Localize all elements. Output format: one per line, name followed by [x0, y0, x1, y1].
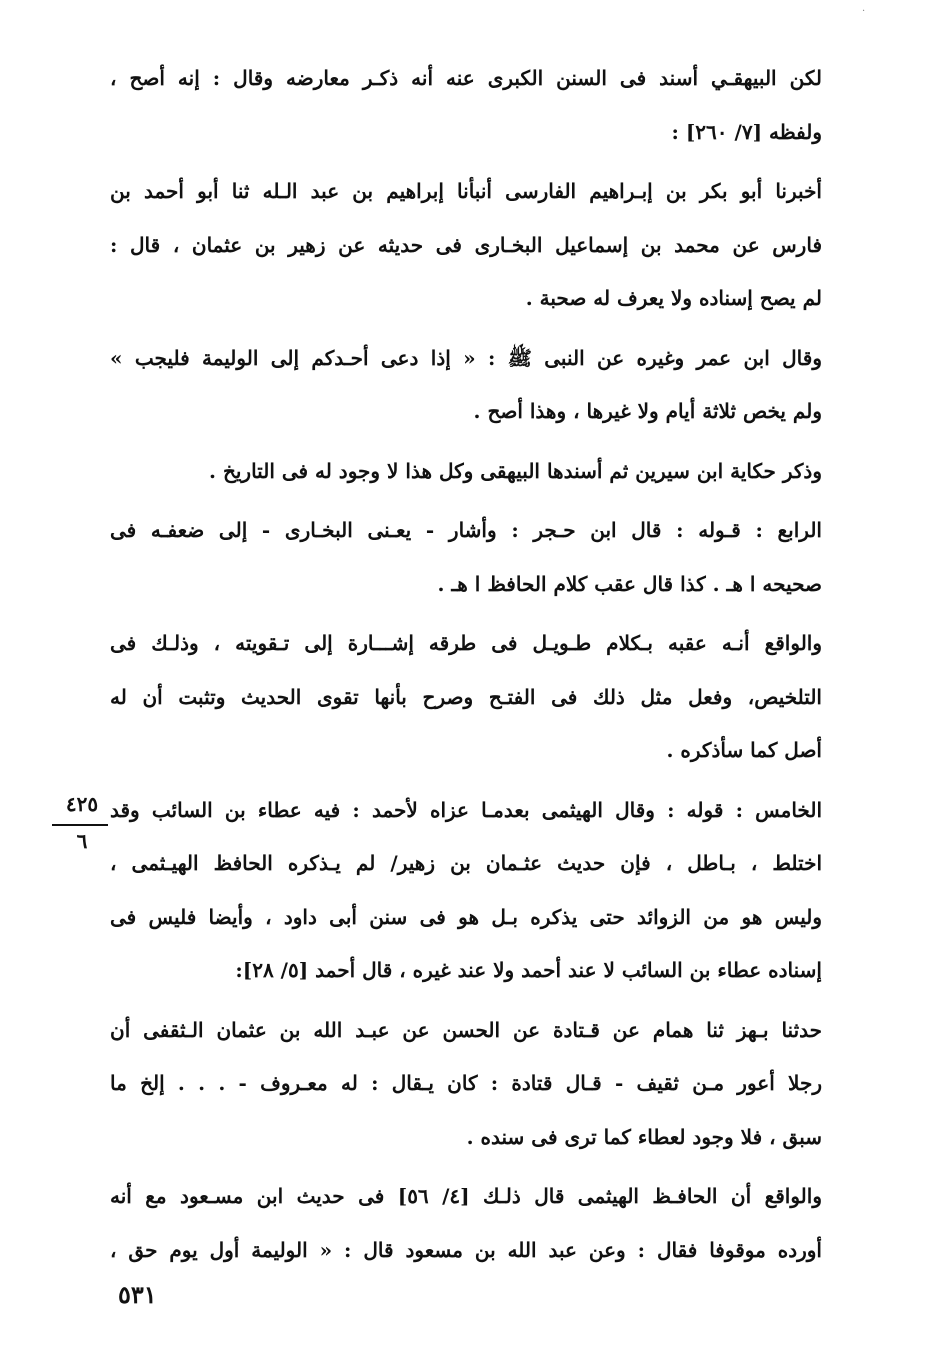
text-line: حدثنا بـهز ثنا همام عن قـتادة عن الحسن عن عبـد الله بن عثمان الـثقفى أن	[110, 1017, 822, 1042]
margin-reference-rule	[52, 824, 108, 826]
page-number: ٥٣١	[118, 1280, 157, 1309]
text-line: ولم يخص ثلاثة أيام ولا غيرها ، وهذا أصح .	[473, 399, 822, 423]
margin-reference-bottom: ٦	[76, 829, 88, 853]
text-line: ولفظه [٧/ ٢٦٠] :	[671, 119, 822, 144]
text-line: أورده موقوفا فقال : وعن عبد الله بن مسعود قال : « الوليمة أول يوم حق ،	[110, 1237, 822, 1262]
text-line: رجلا أعور مـن ثقيف - قـال قتادة : كان يـقال : له معـروف - . . . إلخ ما	[110, 1071, 822, 1095]
text-line: فارس عن محمد بن إسماعيل البخـارى فى حديثه عن زهير بن عثمان ، قال :	[110, 232, 822, 257]
text-column	[110, 52, 822, 1283]
paragraph-4	[110, 445, 822, 499]
paragraph-9	[110, 1170, 822, 1277]
text-line: صحيحه ا هـ . كذا قال عقب كلام الحافظ ا هـ .	[437, 571, 822, 596]
text-line: الرابع : قـوله : قال ابن حـجر : وأشار - يعـنى البخـارى - إلى ضعفـه فى	[110, 518, 822, 542]
text-line: والواقع أن الحافـظ الهيثمى قال ذلـك [٤/ ٥٦] فى حديث ابن مسـعود مع أنه	[110, 1184, 822, 1208]
text-line: إسناده عطاء بن السائب لا عند أحمد ولا عند غيره ، قال أحمد [٥/ ٢٨]:	[235, 958, 822, 982]
paragraph-8	[110, 1004, 822, 1165]
margin-reference	[52, 790, 112, 852]
text-line: لكن البيهقـي أسند فى السنن الكبرى عنه أنه ذكـر معارضه وقال : إنه أصح ،	[110, 66, 822, 90]
paragraph-1	[110, 52, 822, 159]
scan-mark: ·	[862, 6, 866, 17]
text-line: لم يصح إسناده ولا يعرف له صحبة .	[525, 286, 822, 310]
text-line: أصل كما سأذكره .	[666, 738, 822, 762]
text-line: والواقع أنـه عقبه بـكلام طـويـل فى طرقه إشـــارة إلى تـقويته ، وذلـك فى	[110, 631, 822, 655]
text-line: أخبرنا أبو بكر بن إبـراهيم الفارسى أنبأنا إبراهيم بن عبد الـله ثنا أبو أحمد بن	[110, 179, 822, 203]
text-line: وقال ابن عمر وغيره عن النبى ﷺ : « إذا دعى أحـدكم إلى الوليمة فليجب »	[110, 345, 822, 370]
text-line: الخامس : قوله : وقال الهيثمى بعدمـا عزاه لأحمد : فيه عطاء بن السائب وقد	[110, 797, 822, 822]
text-line: وليس هو من الزوائد حتى يذكره بـل هو فى سنن أبى داود ، وأيضا فليس فى	[110, 904, 822, 929]
text-line: وذكر حكاية ابن سيرين ثم أسندها البيهقى وكل هذا لا وجود له فى التاريخ .	[209, 458, 822, 483]
margin-reference-top: ٤٢٥	[65, 792, 99, 816]
paragraph-3	[110, 332, 822, 439]
text-line: اختلط ، بـاطل ، فإن حديث عثـمان بن زهير/ لم يـذكره الحافظ الهيـثمى ،	[110, 851, 822, 875]
paragraph-2	[110, 165, 822, 326]
paragraph-5	[110, 504, 822, 611]
text-line: سبق ، فلا وجود لعطاء كما ترى فى سنده .	[466, 1124, 822, 1149]
paragraph-7	[110, 784, 822, 998]
paragraph-6	[110, 617, 822, 778]
text-line: التلخيص، وفعل مثل ذلك فى الفتـح وصرح بأنها تقوى الحديث وتثبت أن له	[110, 684, 822, 709]
